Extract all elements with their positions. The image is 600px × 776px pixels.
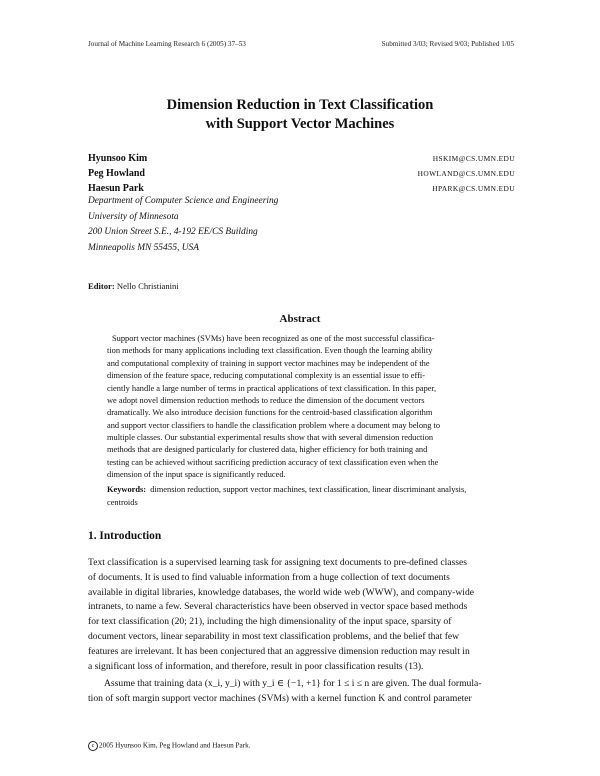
abstract-line: multiple classes. Our substantial experimental results show that with several dimension reduction [107, 433, 434, 442]
keywords-text: dimension reduction, support vector machines, text classification, linear discriminant analysis, centroids [107, 485, 467, 507]
affiliation-line: Minneapolis MN 55455, USA [88, 242, 199, 253]
body-line: for text classification (20; 21), including the high dimensionality of the input space, sparsity of [88, 616, 452, 628]
copyright-footer [88, 741, 251, 751]
abstract-line: we adopt novel dimension reduction methods to reduce the dimension of the document vectors [107, 395, 425, 405]
body-line: document vectors, linear separability in most text classification problems, and the belief that few [88, 631, 460, 642]
affiliation-line: Department of Computer Science and Engineering [88, 196, 279, 206]
keywords [107, 484, 497, 509]
affiliation-block [88, 194, 278, 256]
body-line: available in digital libraries, knowledge databases, the world wide web (WWW), and company-wide [88, 586, 475, 598]
keywords-label: Keywords: [107, 485, 147, 494]
body-line: features are irrelevant. It has been conjectured that an aggressive dimension reduction may result in [88, 645, 470, 657]
abstract-line: methods that are designed particularly for clustered data, higher efficiency for both training and [107, 445, 428, 455]
body-line: Assume that training data (x_i, y_i) with y_i ∈ {−1, +1} for 1 ≤ i ≤ n are given. The dual formula- [104, 678, 482, 689]
body-line: intranets, to name a few. Several characteristics have been observed in vector space based methods [88, 601, 468, 613]
abstract-line: and computational complexity of training in support vector machines may be independent of the [107, 358, 430, 368]
paper-title-line-1: Dimension Reduction in Text Classification [166, 97, 434, 113]
author-name: Hyunsoo Kim [88, 153, 148, 164]
abstract-line: and support vector classifiers to handle the classification problem where a document may belong to [107, 420, 441, 430]
abstract-line: dimension of the input space is significantly reduced. [107, 470, 286, 480]
abstract-line: testing can be achieved without sacrificing prediction accuracy of text classification even when the [107, 457, 439, 467]
author-email: HPARK@CS.UMN.EDU [432, 184, 515, 193]
paper-title-line-2: with Support Vector Machines [205, 116, 395, 132]
copyright-icon: c [88, 741, 98, 751]
abstract-line: tion methods for many applications including text classification. Even though the learning ability [107, 346, 433, 356]
body-line: tion of soft margin support vector machines (SVMs) with a kernel function K and control parameter [88, 692, 472, 704]
author-email: HOWLAND@CS.UMN.EDU [417, 169, 515, 178]
submission-dates: Submitted 3/03; Revised 9/03; Published 1/05 [381, 40, 514, 48]
body-line: a significant loss of information, and therefore, result in poor classification results (13). [88, 660, 424, 672]
author-name: Haesun Park [88, 183, 144, 194]
journal-header: Journal of Machine Learning Research 6 (2005) 37–53 [88, 40, 246, 48]
body-line: Text classification is a supervised learning task for assigning text documents to pre-defined classes [88, 557, 467, 568]
editor-label: Editor: [88, 281, 115, 291]
abstract-line: dramatically. We also introduce decision functions for the centroid-based classification algorithm [107, 408, 433, 418]
author-name: Peg Howland [88, 168, 145, 179]
abstract-line: Support vector machines (SVMs) have been recognized as one of the most successful classifica- [112, 334, 435, 343]
editor-line [88, 281, 179, 291]
section-heading: 1. Introduction [88, 530, 162, 542]
author-email: HSKIM@CS.UMN.EDU [432, 154, 515, 163]
abstract-heading: Abstract [279, 313, 321, 325]
body-line: of documents. It is used to find valuable information from a huge collection of text documents [88, 571, 450, 583]
abstract-line: ciently handle a large number of terms in practical applications of text classification. In this paper, [107, 383, 437, 393]
abstract-line: dimension of the feature space, reducing computational complexity is an essential issue to effi- [107, 371, 426, 381]
copyright-text: 2005 Hyunsoo Kim, Peg Howland and Haesun Park. [99, 741, 251, 750]
affiliation-line: University of Minnesota [88, 211, 179, 222]
editor-name: Nello Christianini [116, 281, 179, 291]
affiliation-line: 200 Union Street S.E., 4-192 EE/CS Building [88, 227, 258, 237]
